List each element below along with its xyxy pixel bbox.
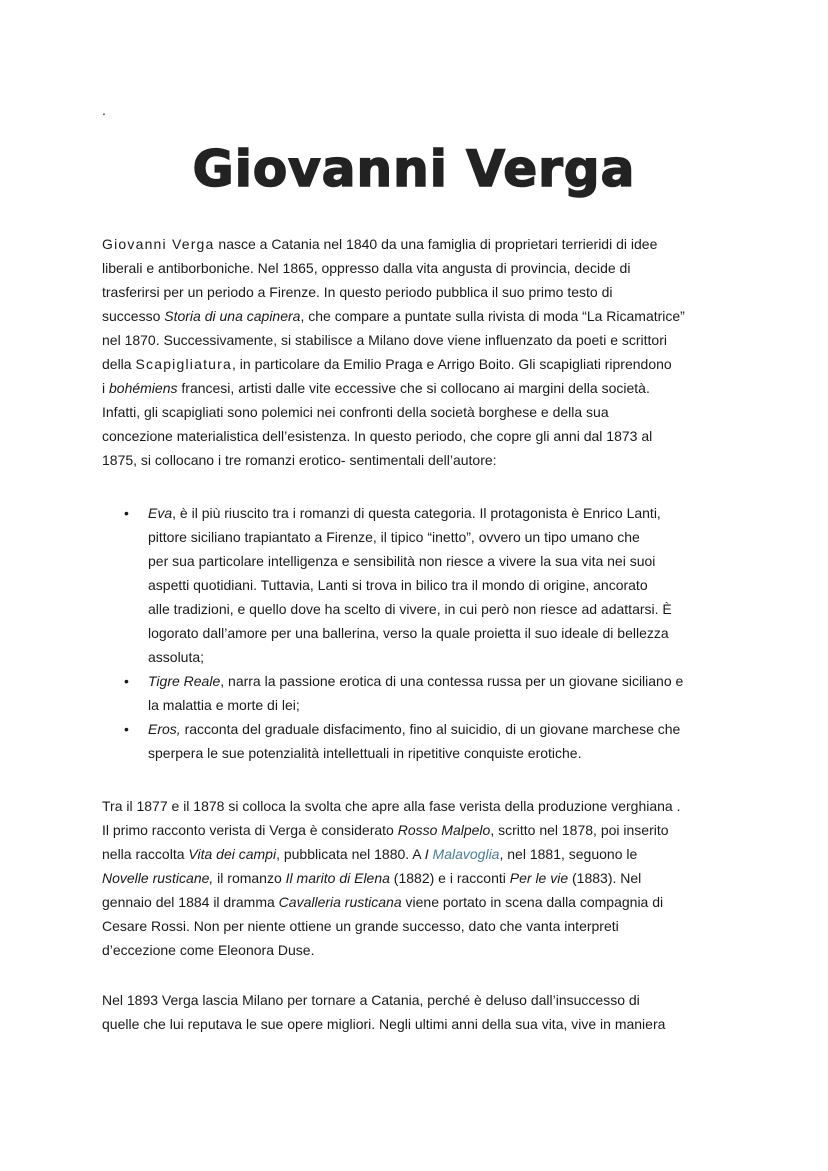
text-line — [102, 818, 680, 842]
text-span: francesi, artisti dalle vite eccessive che si collocano ai margini della società. — [177, 380, 650, 396]
text-span: il romanzo — [213, 870, 286, 886]
text-line — [102, 256, 685, 280]
text-line — [102, 842, 680, 866]
text-line — [102, 424, 685, 448]
text-line — [148, 501, 683, 525]
italic-text: Cavalleria rusticana — [278, 894, 402, 910]
paragraph-verismo — [102, 794, 680, 962]
text-span: , nel 1881, seguono le — [499, 846, 638, 862]
text-span: successo — [102, 308, 165, 324]
text-span: Nel 1893 Verga lascia Milano per tornare a Catania, perché è deluso dall’insuccesso di — [102, 992, 640, 1008]
text-span: aspetti quotidiani. Tuttavia, Lanti si trova in bilico tra il mondo di origine, ancorato — [148, 577, 648, 593]
italic-text: Vita dei campi — [188, 846, 277, 862]
text-line — [102, 400, 685, 424]
text-line — [148, 717, 683, 741]
bullet-icon: • — [124, 721, 129, 737]
text-line — [148, 573, 683, 597]
paragraph-biography — [102, 232, 685, 472]
text-line — [102, 794, 680, 818]
text-span: d’eccezione come Eleonora Duse. — [102, 942, 315, 958]
link-malavoglia[interactable]: Malavoglia — [432, 846, 500, 862]
text-span: Infatti, gli scapigliati sono polemici nei confronti della società borghese e della sua — [102, 404, 609, 420]
stray-dot: . — [102, 102, 106, 118]
text-span: gennaio del 1884 il dramma — [102, 894, 279, 910]
page-title: Giovanni Verga — [192, 140, 636, 198]
text-line — [102, 328, 685, 352]
text-line — [102, 304, 685, 328]
text-line — [102, 914, 680, 938]
paragraph-return-catania — [102, 988, 665, 1036]
text-line — [102, 280, 685, 304]
text-span: assoluta; — [148, 649, 205, 665]
novels-bullet-list — [124, 501, 684, 765]
text-span: concezione materialistica dell’esistenza. In questo periodo, che copre gli anni dal 1873 al — [102, 428, 653, 444]
list-item — [124, 717, 683, 765]
text-line — [102, 352, 685, 376]
list-item — [124, 501, 683, 669]
text-line — [148, 645, 683, 669]
text-span: liberali e antiborboniche. Nel 1865, oppresso dalla vita angusta di provincia, decide di — [102, 260, 631, 276]
text-line — [102, 232, 685, 256]
text-span: nasce a Catania nel 1840 da una famiglia di proprietari terrieridi di idee — [214, 236, 658, 252]
text-span: nella raccolta — [102, 846, 189, 862]
text-span: (1882) e i racconti — [389, 870, 510, 886]
text-span: della — [102, 356, 136, 372]
text-span: , che compare a puntate sulla rivista di moda “La Ricamatrice” — [300, 308, 685, 324]
italic-text: Novelle rusticane, — [102, 870, 214, 886]
text-span: viene portato in scena dalla compagnia di — [401, 894, 664, 910]
text-line — [102, 376, 685, 400]
text-span: , è il più riuscito tra i romanzi di questa categoria. Il protagonista è Enrico Lanti, — [172, 505, 661, 521]
text-span: i — [102, 380, 109, 396]
text-line — [102, 1012, 665, 1036]
italic-text: bohémiens — [109, 380, 178, 396]
list-item — [124, 669, 684, 717]
text-line — [102, 448, 685, 472]
bullet-icon: • — [124, 505, 129, 521]
italic-text: I — [424, 846, 433, 862]
text-span: Tra il 1877 e il 1878 si colloca la svolta che apre alla fase verista della produzione verghiana . — [102, 798, 681, 814]
text-span: racconta del graduale disfacimento, fino al suicidio, di un giovane marchese che — [180, 721, 681, 737]
text-span: Il primo racconto verista di Verga è considerato — [102, 822, 398, 838]
italic-text: Rosso Malpelo — [397, 822, 491, 838]
text-span: per sua particolare intelligenza e sensibilità non riesce a vivere la sua vita nei suoi — [148, 553, 656, 569]
italic-text: Eros, — [148, 721, 181, 737]
italic-text: Storia di una capinera — [164, 308, 301, 324]
text-span: trasferirsi per un periodo a Firenze. In questo periodo pubblica il suo primo testo di — [102, 284, 613, 300]
text-span: Scapigliatura — [135, 356, 233, 372]
italic-text: Tigre Reale — [148, 673, 221, 689]
text-line — [102, 866, 680, 890]
text-line — [148, 597, 683, 621]
text-line — [148, 621, 683, 645]
text-span: , in particolare da Emilio Praga e Arrigo Boito. Gli scapigliati riprendono — [232, 356, 672, 372]
text-line — [148, 549, 683, 573]
text-span: 1875, si collocano i tre romanzi erotico- sentimentali dell’autore: — [102, 452, 497, 468]
text-span: Cesare Rossi. Non per niente ottiene un grande successo, dato che vanta interpreti — [102, 918, 619, 934]
text-span: la malattia e morte di lei; — [148, 697, 300, 713]
text-span: nel 1870. Successivamente, si stabilisce a Milano dove viene influenzato da poeti e scrittori — [102, 332, 667, 348]
italic-text: Il marito di Elena — [285, 870, 390, 886]
text-span: , scritto nel 1878, poi inserito — [490, 822, 669, 838]
text-span: (1883). Nel — [568, 870, 642, 886]
bullet-icon: • — [124, 673, 129, 689]
italic-text: Eva — [148, 505, 173, 521]
text-line — [102, 938, 680, 962]
text-span: , narra la passione erotica di una contessa russa per un giovane siciliano e — [220, 673, 684, 689]
text-line — [148, 693, 683, 717]
text-span: Giovanni Verga — [102, 236, 215, 252]
text-span: logorato dall’amore per una ballerina, verso la quale proietta il suo ideale di bellezza — [148, 625, 669, 641]
text-span: pittore siciliano trapiantato a Firenze, il tipico “inetto”, ovvero un tipo umano che — [148, 529, 640, 545]
text-span: alle tradizioni, e quello dove ha scelto di vivere, in cui però non riesce ad adattarsi. È — [148, 601, 672, 617]
text-line — [148, 741, 683, 765]
text-line — [102, 988, 665, 1012]
text-span: , pubblicata nel 1880. A — [276, 846, 425, 862]
text-line — [102, 890, 680, 914]
italic-text: Per le vie — [509, 870, 569, 886]
text-span: quelle che lui reputava le sue opere migliori. Negli ultimi anni della sua vita, vive in maniera — [102, 1016, 666, 1032]
text-line — [148, 669, 683, 693]
text-span: sperpera le sue potenzialità intellettuali in ripetitive conquiste erotiche. — [148, 745, 582, 761]
text-line — [148, 525, 683, 549]
